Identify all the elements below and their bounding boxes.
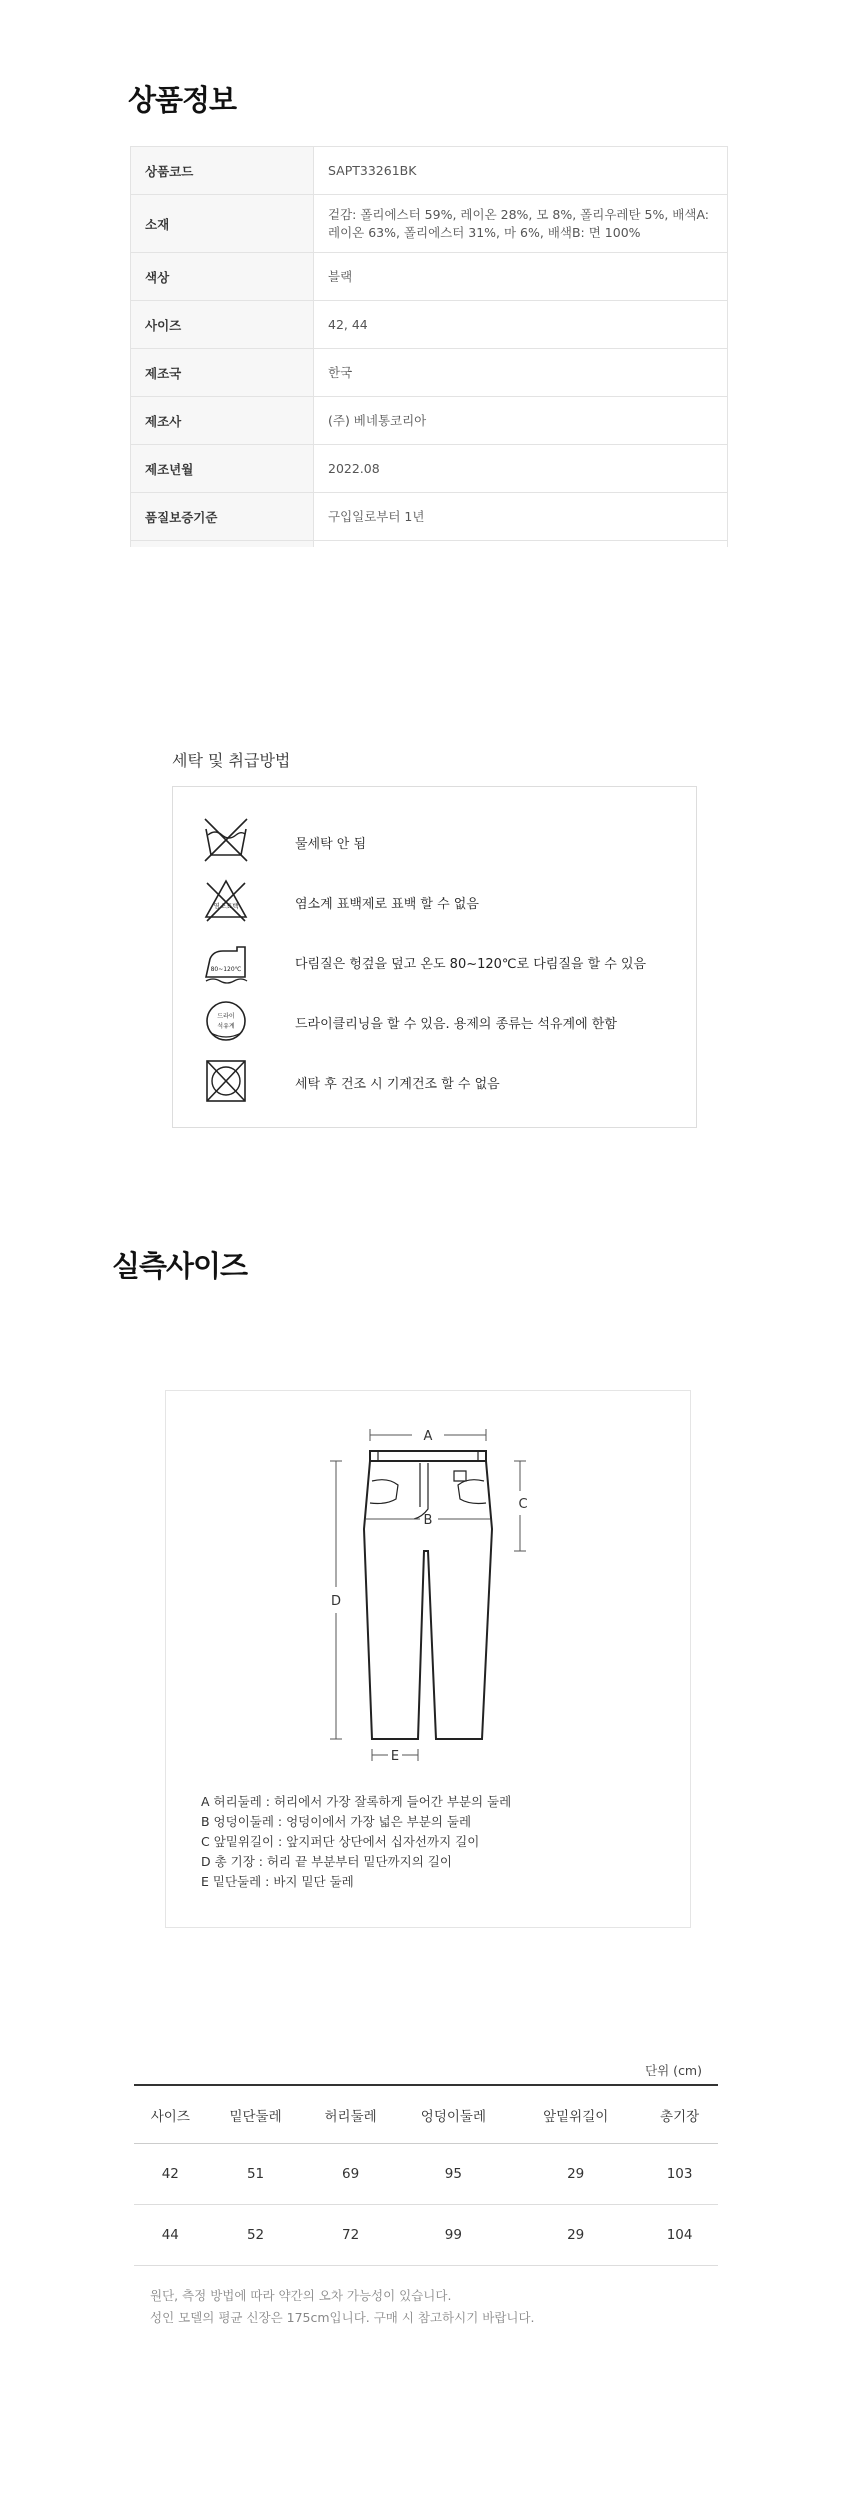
table-cell: 42 [134,2144,207,2205]
info-value: SAPT33261BK [314,147,728,195]
pants-diagram [166,1391,690,1791]
dim-label-d: D [330,1594,342,1609]
info-value: 구입일로부터 1년 [314,493,728,541]
no-wash-icon [203,815,249,867]
table-row [134,2144,718,2205]
info-value: 겉감: 폴리에스터 59%, 레이온 28%, 모 8%, 폴리우레탄 5%, 배색A: 레이온 63%, 폴리에스터 31%, 마 6%, 배색B: 면 100% [314,195,728,253]
info-key: 제조사 [131,397,314,445]
care-item [203,1055,683,1111]
dry-clean-icon-label-1: 드라이 [217,1013,235,1020]
iron-icon [203,935,249,987]
col-header: 엉덩이둘레 [397,2085,511,2144]
size-diagram-box [165,1390,691,1928]
info-row-size [131,301,728,349]
col-header: 허리둘레 [305,2085,397,2144]
table-cell: 104 [641,2205,718,2266]
info-key: 사이즈 [131,301,314,349]
care-title: 세탁 및 취급방법 [172,751,291,770]
care-text: 염소계 표백제로 표백 할 수 없음 [295,897,479,912]
table-cell: 52 [207,2205,305,2266]
care-text: 드라이클리닝을 할 수 있음. 용제의 종류는 석유계에 한함 [295,1017,617,1032]
table-cell: 29 [510,2205,641,2266]
col-header: 총기장 [641,2085,718,2144]
product-info-title: 상품정보 [128,83,237,117]
legend-line-d: D 총 기장 : 허리 끝 부분부터 밑단까지의 길이 [201,1854,452,1869]
col-header: 밑단둘레 [207,2085,305,2144]
info-row-maker [131,397,728,445]
table-cell: 99 [397,2205,511,2266]
table-cell: 51 [207,2144,305,2205]
info-row-warranty [131,493,728,541]
info-row-date [131,445,728,493]
dim-label-e: E [390,1749,400,1764]
table-cell: 95 [397,2144,511,2205]
legend-line-b: B 엉덩이둘레 : 엉덩이에서 가장 넓은 부분의 둘레 [201,1814,472,1829]
size-table [134,2084,718,2266]
info-row-material [131,195,728,253]
legend-line-a: A 허리둘레 : 허리에서 가장 잘록하게 들어간 부분의 둘레 [201,1794,512,1809]
no-bleach-icon [203,875,249,927]
info-key: 소재 [131,195,314,253]
info-value: 42, 44 [314,301,728,349]
info-value: 2022.08 [314,445,728,493]
dim-label-b: B [423,1513,433,1528]
unit-label: 단위 (cm) [645,2063,702,2078]
care-item [203,815,683,871]
dim-label-a: A [423,1429,433,1444]
table-row [134,2205,718,2266]
note-line-2: 성인 모델의 평균 신장은 175cm입니다. 구매 시 참고하시기 바랍니다. [150,2310,535,2325]
info-key: 제조년월 [131,445,314,493]
table-cell: 103 [641,2144,718,2205]
note-line-1: 원단, 측정 방법에 따라 약간의 오차 가능성이 있습니다. [150,2288,452,2303]
info-row-color [131,253,728,301]
care-text: 다림질은 헝겊을 덮고 온도 80~120℃로 다림질을 할 수 있음 [295,957,647,972]
info-key: 색상 [131,253,314,301]
info-value: 한국 [314,349,728,397]
care-item [203,995,683,1051]
no-tumble-dry-icon [203,1055,249,1107]
care-item [203,935,683,991]
col-header: 앞밑위길이 [510,2085,641,2144]
iron-icon-label: 80~120℃ [210,966,242,973]
size-table-header [134,2085,718,2144]
info-value: (주) 베네통코리아 [314,397,728,445]
info-row-country [131,349,728,397]
dry-clean-icon [203,995,249,1047]
no-bleach-icon-label: 염소표백 [213,902,239,910]
info-key: 제조국 [131,349,314,397]
legend-line-e: E 밑단둘레 : 바지 밑단 둘레 [201,1874,354,1889]
table-cell: 69 [305,2144,397,2205]
table-cell: 72 [305,2205,397,2266]
care-text: 세탁 후 건조 시 기계건조 할 수 없음 [295,1077,500,1092]
table-cell: 29 [510,2144,641,2205]
care-item [203,875,683,931]
care-text: 물세탁 안 됨 [295,837,367,852]
size-title: 실측사이즈 [112,1249,248,1283]
info-key: 상품코드 [131,147,314,195]
info-key: 품질보증기준 [131,493,314,541]
info-row-cutoff [131,541,728,548]
col-header: 사이즈 [134,2085,207,2144]
info-value: 블랙 [314,253,728,301]
dim-label-c: C [518,1497,528,1512]
care-box [172,786,697,1128]
table-cell: 44 [134,2205,207,2266]
legend-line-c: C 앞밑위길이 : 앞지퍼단 상단에서 십자선까지 길이 [201,1834,480,1849]
product-info-table [130,146,728,547]
dry-clean-icon-label-2: 석유계 [217,1023,235,1030]
info-row-code [131,147,728,195]
